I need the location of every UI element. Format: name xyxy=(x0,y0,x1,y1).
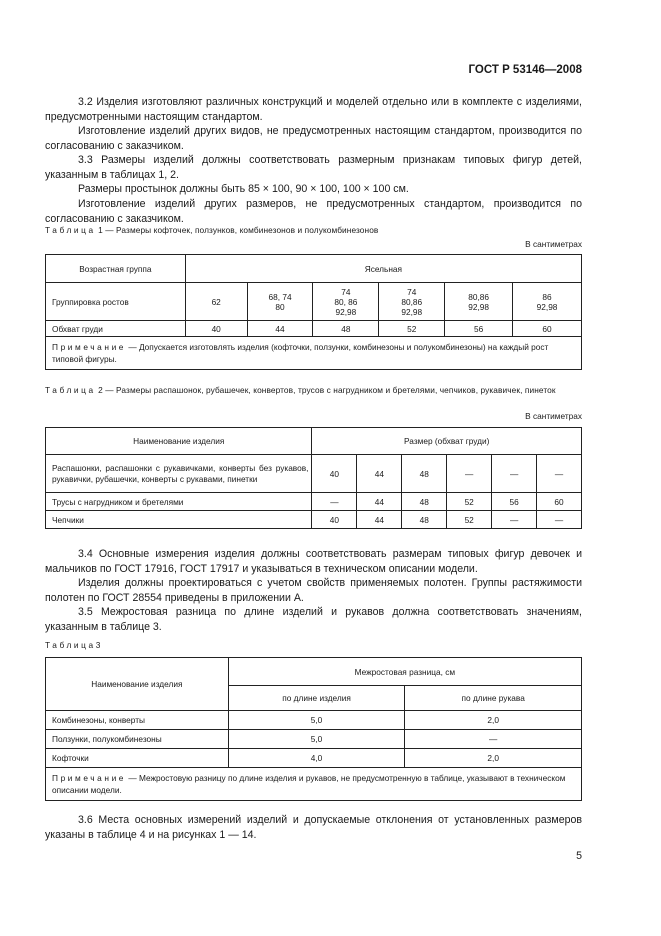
paragraph-3-2-cont: Изготовление изделий других видов, не предусмотренных настоящим стандартом, производится по согласованию с заказчиком. xyxy=(45,125,582,152)
table2 xyxy=(45,427,582,529)
table3-cell: 4,0 xyxy=(228,749,405,768)
table3-cell: 2,0 xyxy=(405,711,582,730)
table2-cell: 48 xyxy=(402,455,447,493)
table3 xyxy=(45,657,582,801)
table2-cell: 44 xyxy=(357,493,402,511)
table2-cell: — xyxy=(312,493,357,511)
table2-cell: 48 xyxy=(402,493,447,511)
table1-row-label: Группировка ростов xyxy=(46,283,186,321)
table2-cell: — xyxy=(492,455,537,493)
table1-cell: 62 xyxy=(185,283,247,321)
paragraph-3-4-cont: Изделия должны проектироваться с учетом свойств применяемых полотен. Группы растяжимости полотен по ГОСТ 28554 приведены в приложении А. xyxy=(45,577,582,604)
table2-cell: — xyxy=(537,455,582,493)
table1-header-age: Возрастная группа xyxy=(46,255,186,283)
table1-cell: 86 92,98 xyxy=(513,283,582,321)
table1-cell: 74 80,86 92,98 xyxy=(379,283,445,321)
paragraph-3-5: 3.5 Межростовая разница по длине изделий и рукавов должна соответствовать значениям, указанным в таблице 3. xyxy=(45,606,582,633)
table1-cell: 80,86 92,98 xyxy=(445,283,513,321)
table1 xyxy=(45,254,582,370)
table1-header-group: Ясельная xyxy=(185,255,581,283)
table2-cell: 40 xyxy=(312,511,357,529)
table1-cell: 74 80, 86 92,98 xyxy=(313,283,379,321)
table2-cell: — xyxy=(537,511,582,529)
table2-cell: 48 xyxy=(402,511,447,529)
paragraph-3-6: 3.6 Места основных измерений изделий и допускаемые отклонения от установленных размеров указаны в таблице 4 и на рисунках 1 — 14. xyxy=(45,814,582,841)
table2-unit: В сантиметрах xyxy=(525,411,582,421)
table2-cell: 44 xyxy=(357,455,402,493)
table3-cell: 5,0 xyxy=(228,730,405,749)
table3-header-sleeve: по длине рукава xyxy=(405,686,582,711)
table2-cell: 52 xyxy=(447,511,492,529)
table1-caption: Таблица 1 — Размеры кофточек, ползунков, комбинезонов и полукомбинезонов xyxy=(45,225,379,235)
paragraph-3-2: 3.2 Изделия изготовляют различных конструкций и моделей отдельно или в комплекте с изделиями, предусмотренными настоящим стандартом. xyxy=(45,96,582,123)
table2-cell: — xyxy=(492,511,537,529)
table2-cell: 52 xyxy=(447,493,492,511)
table1-row-label: Обхват груди xyxy=(46,321,186,337)
table3-row-label: Комбинезоны, конверты xyxy=(46,711,229,730)
paragraph-3-4: 3.4 Основные измерения изделия должны соответствовать размерам типовых фигур девочек и мальчиков по ГОСТ 17916, ГОСТ 17917 и указываться в техническом описании модели. xyxy=(45,548,582,575)
table3-header-length: по длине изделия xyxy=(228,686,405,711)
table1-cell: 60 xyxy=(513,321,582,337)
table1-unit: В сантиметрах xyxy=(525,239,582,249)
table1-cell: 68, 74 80 xyxy=(247,283,313,321)
paragraph-other-sizes: Изготовление изделий других размеров, не предусмотренных стандартом, производится по согласованию с заказчиком. xyxy=(45,198,582,225)
table3-caption: Таблица3 xyxy=(45,640,101,650)
table3-header-diff: Межростовая разница, см xyxy=(228,658,581,686)
table2-cell: 60 xyxy=(537,493,582,511)
table2-row-label: Распашонки, распашонки с рукавичками, конверты без рукавов, рукавички, рубашечки, конверты с рукавами, пинетки xyxy=(46,455,312,493)
paragraph-sheet-sizes: Размеры простынок должны быть 85 × 100, 90 × 100, 100 × 100 см. xyxy=(78,183,409,195)
table1-cell: 48 xyxy=(313,321,379,337)
table2-row-label: Трусы с нагрудником и бретелями xyxy=(46,493,312,511)
table3-header-name: Наименование изделия xyxy=(46,658,229,711)
table3-cell: 5,0 xyxy=(228,711,405,730)
table2-row-label: Чепчики xyxy=(46,511,312,529)
table2-header-name: Наименование изделия xyxy=(46,428,312,455)
table2-caption: Таблица 2 — Размеры распашонок, рубашечек, конвертов, трусов с нагрудником и бретелями, чепчиков, рукавичек, пинеток xyxy=(45,385,556,395)
table2-cell: 56 xyxy=(492,493,537,511)
table3-cell: — xyxy=(405,730,582,749)
document-header: ГОСТ Р 53146—2008 xyxy=(468,64,582,76)
table1-cell: 56 xyxy=(445,321,513,337)
table2-cell: — xyxy=(447,455,492,493)
table3-note: Примечание — Межростовую разницу по длине изделия и рукавов, не предусмотренную в таблице, указывают в техническом описании модели. xyxy=(46,768,582,801)
table1-cell: 44 xyxy=(247,321,313,337)
page-number: 5 xyxy=(576,850,582,862)
table1-cell: 52 xyxy=(379,321,445,337)
table3-row-label: Кофточки xyxy=(46,749,229,768)
table1-note: Примечание — Допускается изготовлять изделия (кофточки, ползунки, комбинезоны и полукомбинезоны) на каждый рост типовой фигуры. xyxy=(46,337,582,370)
table1-cell: 40 xyxy=(185,321,247,337)
table3-row-label: Ползунки, полукомбинезоны xyxy=(46,730,229,749)
table2-cell: 44 xyxy=(357,511,402,529)
table2-cell: 40 xyxy=(312,455,357,493)
table3-cell: 2,0 xyxy=(405,749,582,768)
table2-header-size: Размер (обхват груди) xyxy=(312,428,582,455)
paragraph-3-3: 3.3 Размеры изделий должны соответствовать размерным признакам типовых фигур детей, указанным в таблицах 1, 2. xyxy=(45,154,582,181)
